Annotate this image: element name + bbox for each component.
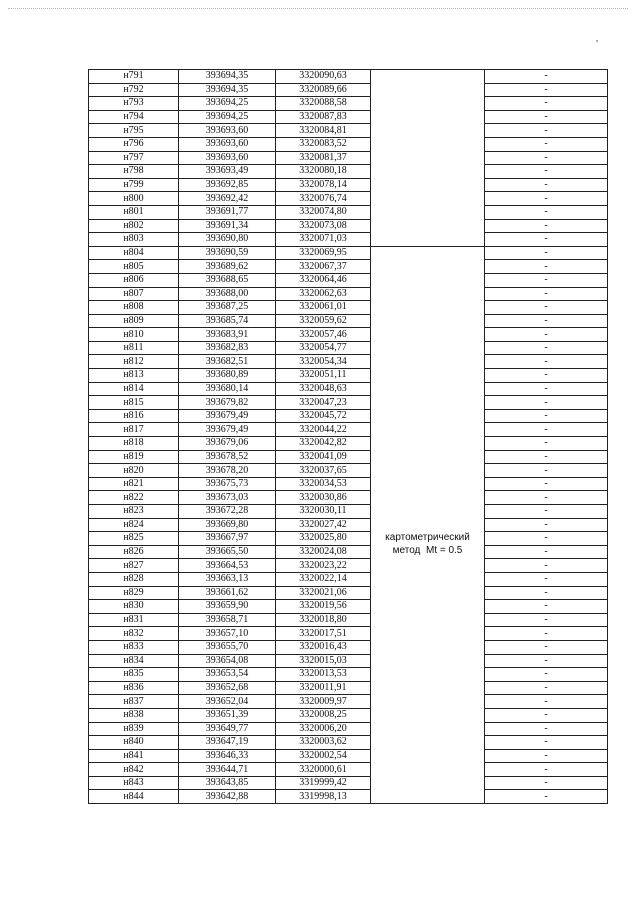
- point-name-cell: н799: [89, 178, 179, 192]
- table-row: [89, 165, 608, 179]
- note-cell: -: [485, 273, 608, 287]
- table-row: [89, 137, 608, 151]
- x-coordinate-cell: 393682,51: [179, 355, 276, 369]
- y-coordinate-cell: 3320059,62: [276, 314, 371, 328]
- y-coordinate-cell: 3320076,74: [276, 192, 371, 206]
- table-row: [89, 369, 608, 383]
- table-row: [89, 273, 608, 287]
- x-coordinate-cell: 393690,59: [179, 246, 276, 260]
- point-name-cell: н816: [89, 409, 179, 423]
- note-cell: -: [485, 586, 608, 600]
- y-coordinate-cell: 3320018,80: [276, 613, 371, 627]
- point-name-cell: н792: [89, 83, 179, 97]
- x-coordinate-cell: 393693,60: [179, 137, 276, 151]
- y-coordinate-cell: 3320015,03: [276, 654, 371, 668]
- table-row: [89, 668, 608, 682]
- point-name-cell: н802: [89, 219, 179, 233]
- point-name-cell: н840: [89, 736, 179, 750]
- x-coordinate-cell: 393690,80: [179, 233, 276, 247]
- note-cell: -: [485, 328, 608, 342]
- table-row: [89, 437, 608, 451]
- point-name-cell: н823: [89, 505, 179, 519]
- note-cell: -: [485, 640, 608, 654]
- table-row: [89, 409, 608, 423]
- x-coordinate-cell: 393642,88: [179, 790, 276, 804]
- method-label-line1: картометрический: [385, 532, 470, 544]
- y-coordinate-cell: 3320008,25: [276, 708, 371, 722]
- table-row: [89, 151, 608, 165]
- y-coordinate-cell: 3320067,37: [276, 260, 371, 274]
- point-name-cell: н796: [89, 137, 179, 151]
- y-coordinate-cell: 3320019,56: [276, 600, 371, 614]
- point-name-cell: н835: [89, 668, 179, 682]
- y-coordinate-cell: 3320034,53: [276, 477, 371, 491]
- note-cell: -: [485, 505, 608, 519]
- x-coordinate-cell: 393652,68: [179, 681, 276, 695]
- point-name-cell: н832: [89, 627, 179, 641]
- point-name-cell: н804: [89, 246, 179, 260]
- table-row: [89, 749, 608, 763]
- table-row: [89, 736, 608, 750]
- x-coordinate-cell: 393694,35: [179, 70, 276, 84]
- note-cell: -: [485, 165, 608, 179]
- table-row: [89, 640, 608, 654]
- y-coordinate-cell: 3320009,97: [276, 695, 371, 709]
- note-cell: -: [485, 559, 608, 573]
- y-coordinate-cell: 3320016,43: [276, 640, 371, 654]
- x-coordinate-cell: 393653,54: [179, 668, 276, 682]
- x-coordinate-cell: 393664,53: [179, 559, 276, 573]
- y-coordinate-cell: 3320045,72: [276, 409, 371, 423]
- table-row: [89, 464, 608, 478]
- note-cell: -: [485, 518, 608, 532]
- scan-speck: [596, 40, 598, 42]
- table-row: [89, 708, 608, 722]
- x-coordinate-cell: 393665,50: [179, 545, 276, 559]
- x-coordinate-cell: 393688,65: [179, 273, 276, 287]
- table-row: [89, 70, 608, 84]
- table-row: [89, 491, 608, 505]
- x-coordinate-cell: 393651,39: [179, 708, 276, 722]
- point-name-cell: н793: [89, 97, 179, 111]
- table-row: [89, 654, 608, 668]
- x-coordinate-cell: 393693,60: [179, 124, 276, 138]
- table-row: [89, 450, 608, 464]
- note-cell: -: [485, 369, 608, 383]
- point-name-cell: н811: [89, 341, 179, 355]
- note-cell: -: [485, 192, 608, 206]
- x-coordinate-cell: 393673,03: [179, 491, 276, 505]
- point-name-cell: н827: [89, 559, 179, 573]
- note-cell: -: [485, 613, 608, 627]
- note-cell: -: [485, 532, 608, 546]
- note-cell: -: [485, 97, 608, 111]
- note-cell: -: [485, 137, 608, 151]
- note-cell: -: [485, 396, 608, 410]
- page-header-rule: [8, 8, 628, 10]
- y-coordinate-cell: 3320088,58: [276, 97, 371, 111]
- note-cell: -: [485, 83, 608, 97]
- y-coordinate-cell: 3320074,80: [276, 205, 371, 219]
- y-coordinate-cell: 3320069,95: [276, 246, 371, 260]
- x-coordinate-cell: 393644,71: [179, 763, 276, 777]
- point-name-cell: н794: [89, 110, 179, 124]
- y-coordinate-cell: 3320006,20: [276, 722, 371, 736]
- note-cell: -: [485, 600, 608, 614]
- point-name-cell: н836: [89, 681, 179, 695]
- table-row: [89, 586, 608, 600]
- x-coordinate-cell: 393680,89: [179, 369, 276, 383]
- table-row: [89, 572, 608, 586]
- y-coordinate-cell: 3320011,91: [276, 681, 371, 695]
- note-cell: -: [485, 708, 608, 722]
- table-row: [89, 559, 608, 573]
- x-coordinate-cell: 393693,60: [179, 151, 276, 165]
- point-name-cell: н819: [89, 450, 179, 464]
- x-coordinate-cell: 393647,19: [179, 736, 276, 750]
- note-cell: -: [485, 749, 608, 763]
- y-coordinate-cell: 3320022,14: [276, 572, 371, 586]
- y-coordinate-cell: 3320030,11: [276, 505, 371, 519]
- x-coordinate-cell: 393649,77: [179, 722, 276, 736]
- x-coordinate-cell: 393692,85: [179, 178, 276, 192]
- point-name-cell: н829: [89, 586, 179, 600]
- point-name-cell: н791: [89, 70, 179, 84]
- note-cell: -: [485, 301, 608, 315]
- y-coordinate-cell: 3320021,06: [276, 586, 371, 600]
- y-coordinate-cell: 3320003,62: [276, 736, 371, 750]
- x-coordinate-cell: 393675,73: [179, 477, 276, 491]
- note-cell: -: [485, 776, 608, 790]
- table-row: [89, 341, 608, 355]
- x-coordinate-cell: 393692,42: [179, 192, 276, 206]
- table-row: [89, 518, 608, 532]
- table-row: [89, 423, 608, 437]
- table-row: [89, 505, 608, 519]
- table-row: [89, 695, 608, 709]
- y-coordinate-cell: 3320037,65: [276, 464, 371, 478]
- table-row: [89, 178, 608, 192]
- x-coordinate-cell: 393679,82: [179, 396, 276, 410]
- note-cell: -: [485, 695, 608, 709]
- table-row: [89, 532, 608, 546]
- table-row: [89, 600, 608, 614]
- table-row: [89, 355, 608, 369]
- point-name-cell: н797: [89, 151, 179, 165]
- y-coordinate-cell: 3320047,23: [276, 396, 371, 410]
- x-coordinate-cell: 393682,83: [179, 341, 276, 355]
- note-cell: -: [485, 722, 608, 736]
- y-coordinate-cell: 3320089,66: [276, 83, 371, 97]
- point-name-cell: н839: [89, 722, 179, 736]
- note-cell: -: [485, 464, 608, 478]
- x-coordinate-cell: 393672,28: [179, 505, 276, 519]
- method-cell: [371, 246, 485, 803]
- table-row: [89, 328, 608, 342]
- point-name-cell: н807: [89, 287, 179, 301]
- point-name-cell: н831: [89, 613, 179, 627]
- table-row: [89, 613, 608, 627]
- note-cell: -: [485, 409, 608, 423]
- table-row: [89, 627, 608, 641]
- x-coordinate-cell: 393646,33: [179, 749, 276, 763]
- x-coordinate-cell: 393652,04: [179, 695, 276, 709]
- point-name-cell: н843: [89, 776, 179, 790]
- point-name-cell: н825: [89, 532, 179, 546]
- y-coordinate-cell: 3320041,09: [276, 450, 371, 464]
- y-coordinate-cell: 3320030,86: [276, 491, 371, 505]
- y-coordinate-cell: 3320071,03: [276, 233, 371, 247]
- note-cell: -: [485, 491, 608, 505]
- x-coordinate-cell: 393687,25: [179, 301, 276, 315]
- coordinates-table: [88, 69, 608, 804]
- x-coordinate-cell: 393643,85: [179, 776, 276, 790]
- table-row: [89, 124, 608, 138]
- point-name-cell: н837: [89, 695, 179, 709]
- point-name-cell: н806: [89, 273, 179, 287]
- table-row: [89, 205, 608, 219]
- note-cell: -: [485, 287, 608, 301]
- note-cell: -: [485, 151, 608, 165]
- point-name-cell: н842: [89, 763, 179, 777]
- table-row: [89, 219, 608, 233]
- x-coordinate-cell: 393663,13: [179, 572, 276, 586]
- y-coordinate-cell: 3320042,82: [276, 437, 371, 451]
- note-cell: -: [485, 205, 608, 219]
- x-coordinate-cell: 393688,00: [179, 287, 276, 301]
- point-name-cell: н844: [89, 790, 179, 804]
- table-row: [89, 776, 608, 790]
- y-coordinate-cell: 3320064,46: [276, 273, 371, 287]
- point-name-cell: н834: [89, 654, 179, 668]
- method-cell-empty: [371, 70, 485, 247]
- table-row: [89, 301, 608, 315]
- y-coordinate-cell: 3320081,37: [276, 151, 371, 165]
- point-name-cell: н801: [89, 205, 179, 219]
- x-coordinate-cell: 393667,97: [179, 532, 276, 546]
- x-coordinate-cell: 393679,49: [179, 423, 276, 437]
- note-cell: -: [485, 355, 608, 369]
- note-cell: -: [485, 423, 608, 437]
- table-row: [89, 260, 608, 274]
- y-coordinate-cell: 3320054,34: [276, 355, 371, 369]
- x-coordinate-cell: 393679,06: [179, 437, 276, 451]
- note-cell: -: [485, 654, 608, 668]
- table-row: [89, 396, 608, 410]
- method-label-line2: метод Mt = 0.5: [392, 544, 463, 556]
- y-coordinate-cell: 3320061,01: [276, 301, 371, 315]
- note-cell: -: [485, 110, 608, 124]
- x-coordinate-cell: 393678,52: [179, 450, 276, 464]
- point-name-cell: н805: [89, 260, 179, 274]
- point-name-cell: н795: [89, 124, 179, 138]
- point-name-cell: н818: [89, 437, 179, 451]
- point-name-cell: н813: [89, 369, 179, 383]
- table-row: [89, 83, 608, 97]
- point-name-cell: н820: [89, 464, 179, 478]
- x-coordinate-cell: 393680,14: [179, 382, 276, 396]
- y-coordinate-cell: 3320048,63: [276, 382, 371, 396]
- x-coordinate-cell: 393694,25: [179, 97, 276, 111]
- point-name-cell: н812: [89, 355, 179, 369]
- point-name-cell: н822: [89, 491, 179, 505]
- point-name-cell: н810: [89, 328, 179, 342]
- note-cell: -: [485, 627, 608, 641]
- table-row: [89, 97, 608, 111]
- table-row: [89, 233, 608, 247]
- y-coordinate-cell: 3319998,13: [276, 790, 371, 804]
- note-cell: -: [485, 477, 608, 491]
- note-cell: -: [485, 124, 608, 138]
- point-name-cell: н821: [89, 477, 179, 491]
- point-name-cell: н817: [89, 423, 179, 437]
- x-coordinate-cell: 393694,35: [179, 83, 276, 97]
- table-row: [89, 722, 608, 736]
- table-row: [89, 681, 608, 695]
- note-cell: -: [485, 736, 608, 750]
- note-cell: -: [485, 219, 608, 233]
- x-coordinate-cell: 393691,34: [179, 219, 276, 233]
- x-coordinate-cell: 393683,91: [179, 328, 276, 342]
- table-row: [89, 192, 608, 206]
- note-cell: -: [485, 314, 608, 328]
- y-coordinate-cell: 3320073,08: [276, 219, 371, 233]
- x-coordinate-cell: 393694,25: [179, 110, 276, 124]
- y-coordinate-cell: 3320002,54: [276, 749, 371, 763]
- y-coordinate-cell: 3320017,51: [276, 627, 371, 641]
- point-name-cell: н814: [89, 382, 179, 396]
- note-cell: -: [485, 260, 608, 274]
- point-name-cell: н800: [89, 192, 179, 206]
- note-cell: -: [485, 178, 608, 192]
- y-coordinate-cell: 3320013,53: [276, 668, 371, 682]
- note-cell: -: [485, 572, 608, 586]
- point-name-cell: н826: [89, 545, 179, 559]
- table-row: [89, 287, 608, 301]
- table-row: [89, 477, 608, 491]
- note-cell: -: [485, 681, 608, 695]
- x-coordinate-cell: 393679,49: [179, 409, 276, 423]
- x-coordinate-cell: 393658,71: [179, 613, 276, 627]
- note-cell: -: [485, 790, 608, 804]
- note-cell: -: [485, 382, 608, 396]
- table-row: [89, 763, 608, 777]
- y-coordinate-cell: 3320051,11: [276, 369, 371, 383]
- point-name-cell: н824: [89, 518, 179, 532]
- x-coordinate-cell: 393659,90: [179, 600, 276, 614]
- y-coordinate-cell: 3320024,08: [276, 545, 371, 559]
- y-coordinate-cell: 3320078,14: [276, 178, 371, 192]
- table-row: [89, 545, 608, 559]
- y-coordinate-cell: 3320000,61: [276, 763, 371, 777]
- y-coordinate-cell: 3320083,52: [276, 137, 371, 151]
- table-row: [89, 314, 608, 328]
- point-name-cell: н828: [89, 572, 179, 586]
- table-row: [89, 790, 608, 804]
- x-coordinate-cell: 393691,77: [179, 205, 276, 219]
- note-cell: -: [485, 70, 608, 84]
- y-coordinate-cell: 3320027,42: [276, 518, 371, 532]
- x-coordinate-cell: 393655,70: [179, 640, 276, 654]
- point-name-cell: н803: [89, 233, 179, 247]
- point-name-cell: н808: [89, 301, 179, 315]
- note-cell: -: [485, 233, 608, 247]
- y-coordinate-cell: 3320062,63: [276, 287, 371, 301]
- x-coordinate-cell: 393654,08: [179, 654, 276, 668]
- note-cell: -: [485, 450, 608, 464]
- note-cell: -: [485, 763, 608, 777]
- point-name-cell: н838: [89, 708, 179, 722]
- y-coordinate-cell: 3320044,22: [276, 423, 371, 437]
- point-name-cell: н830: [89, 600, 179, 614]
- y-coordinate-cell: 3320084,81: [276, 124, 371, 138]
- y-coordinate-cell: 3319999,42: [276, 776, 371, 790]
- x-coordinate-cell: 393678,20: [179, 464, 276, 478]
- table-row: [89, 382, 608, 396]
- y-coordinate-cell: 3320057,46: [276, 328, 371, 342]
- x-coordinate-cell: 393685,74: [179, 314, 276, 328]
- point-name-cell: н815: [89, 396, 179, 410]
- note-cell: -: [485, 341, 608, 355]
- x-coordinate-cell: 393693,49: [179, 165, 276, 179]
- x-coordinate-cell: 393657,10: [179, 627, 276, 641]
- y-coordinate-cell: 3320080,18: [276, 165, 371, 179]
- point-name-cell: н809: [89, 314, 179, 328]
- x-coordinate-cell: 393689,62: [179, 260, 276, 274]
- note-cell: -: [485, 668, 608, 682]
- note-cell: -: [485, 545, 608, 559]
- x-coordinate-cell: 393661,62: [179, 586, 276, 600]
- coordinates-table-body: [89, 70, 608, 804]
- point-name-cell: н833: [89, 640, 179, 654]
- x-coordinate-cell: 393669,80: [179, 518, 276, 532]
- table-row: [89, 110, 608, 124]
- point-name-cell: н841: [89, 749, 179, 763]
- y-coordinate-cell: 3320023,22: [276, 559, 371, 573]
- note-cell: -: [485, 246, 608, 260]
- point-name-cell: н798: [89, 165, 179, 179]
- y-coordinate-cell: 3320090,63: [276, 70, 371, 84]
- y-coordinate-cell: 3320025,80: [276, 532, 371, 546]
- table-row: [89, 246, 608, 260]
- y-coordinate-cell: 3320054,77: [276, 341, 371, 355]
- note-cell: -: [485, 437, 608, 451]
- y-coordinate-cell: 3320087,83: [276, 110, 371, 124]
